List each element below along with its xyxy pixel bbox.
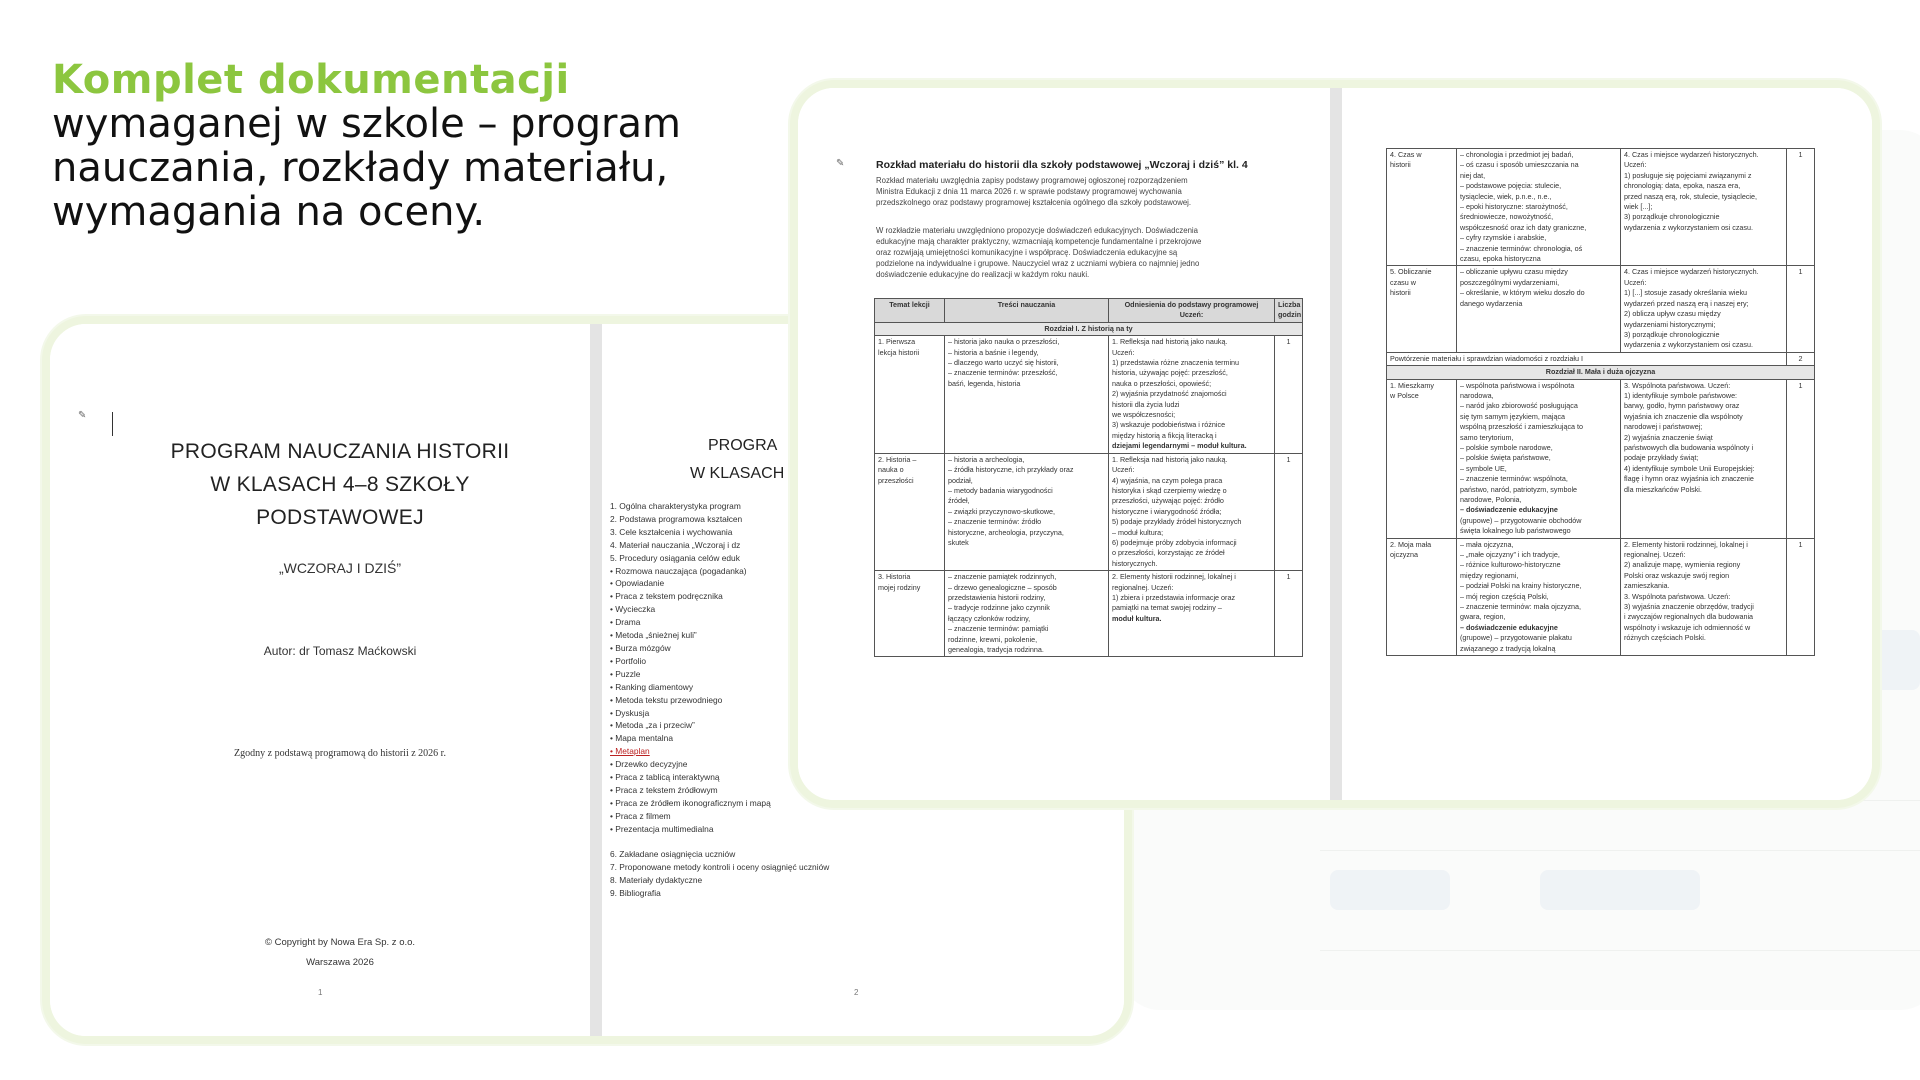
cell-line: – „małe ojczyzny” i ich tradycje, [1460, 550, 1560, 560]
cell-line: wydarzenia z wykorzystaniem osi czasu. [1624, 340, 1754, 350]
table-row [1387, 379, 1815, 538]
toc-item: • Metoda „śnieżnej kuli” [610, 630, 697, 641]
table-row [875, 336, 1303, 453]
toc-item: • Praca z tablicą interaktywną [610, 772, 720, 783]
table-row [875, 571, 1303, 657]
cell-line: 1. Refleksja nad historią jako nauką. [1112, 454, 1228, 464]
cell-line: – drzewo genealogiczne – sposób [948, 582, 1057, 592]
cell-line: Uczeń: [1624, 160, 1647, 170]
cell-line: (grupowe) – przygotowanie obchodów [1460, 515, 1582, 525]
toc-item: • Puzzle [610, 668, 641, 679]
cell-line: 1) zbiera i przedstawia informacje oraz [1112, 592, 1236, 602]
cell-line: 3) porządkuje chronologicznie [1624, 329, 1720, 339]
table-row [1387, 149, 1815, 266]
table-row [1387, 538, 1815, 655]
cell-line: średniowiecze, nowożytność, [1460, 212, 1554, 222]
cell-line: baśń, legenda, historia [948, 378, 1021, 388]
table-cell-hours: 1 [1787, 266, 1815, 352]
toc-item: 5. Procedury osiągania celów eduk [610, 552, 740, 563]
table-cell-topic [875, 336, 945, 453]
table-cell-ref [1109, 336, 1275, 453]
column-header: Treści nauczania [945, 299, 1109, 323]
toc-item: 6. Zakładane osiągnięcia uczniów [610, 849, 736, 860]
cell-line: – symbole UE, [1460, 463, 1507, 473]
cell-line: Uczeń: [1624, 277, 1647, 287]
table-cell-topic [1387, 538, 1457, 655]
cell-line: dla mieszkańców Polski. [1624, 484, 1702, 494]
table-cell-content [1457, 379, 1621, 538]
section-row: Rozdział I. Z historią na ty [875, 322, 1303, 335]
cell-line: 3. Wspólnota państwowa. Uczeń: [1624, 380, 1731, 390]
cell-line: 3) porządkuje chronologicznie [1624, 212, 1720, 222]
cell-line: – podział Polski na krainy historyczne, [1460, 581, 1582, 591]
cell-line: nauka o przeszłości, opowieść; [1112, 378, 1212, 388]
review-text: Powtórzenie materiału i sprawdzian wiadomości z rozdziału I [1387, 352, 1787, 365]
cell-line: 4) wyjaśnia, na czym polega praca [1112, 475, 1223, 485]
schedule-intro: Rozkład materiału uwzględnia zapisy podstawy programowej ogłoszonej rozporządzeniem Ministra Edukacji z dnia 11 marca 2026 r. w sprawie podstawy programowej wychowania przedszkolnego oraz podstawy programowej kształcenia ogólnego dla szkoły podstawowej. [876, 176, 1192, 207]
cell-line: 1) posługuje się pojęciami związanymi z [1624, 170, 1752, 180]
cell-line: 2. Elementy historii rodzinnej, lokalnej i [1624, 539, 1748, 549]
cell-line: – historia jako nauka o przeszłości, [948, 337, 1060, 347]
table-cell-content [1457, 538, 1621, 655]
page2-heading: PROGRA [708, 437, 778, 454]
cell-line: – określanie, w którym wieku doszło do [1460, 288, 1585, 298]
program-title-line: PODSTAWOWEJ [256, 506, 424, 529]
cell-line: łączący członków rodziny, [948, 613, 1031, 623]
cell-line: 3. Historia [878, 572, 911, 582]
place-year: Warszawa 2026 [306, 957, 374, 968]
page-number: 2 [854, 988, 859, 997]
cell-line: – tradycje rodzinne jako czynnik [948, 603, 1050, 613]
cell-line: – różnice kulturowo-historyczne [1460, 560, 1561, 570]
cell-line: się tym samym językiem, mająca [1460, 411, 1566, 421]
table-cell-topic [1387, 266, 1457, 352]
cell-line: – cyfry rzymskie i arabskie, [1460, 233, 1547, 243]
cell-line: samo terytorium, [1460, 432, 1514, 442]
cell-line: – znaczenie terminów: mała ojczyzna, [1460, 602, 1582, 612]
cell-line: – znaczenie terminów: pamiątki [948, 624, 1049, 634]
cell-line: historycznych. [1112, 558, 1158, 568]
column-header: Odniesienia do podstawy programowej Uczeń: [1109, 299, 1275, 323]
toc-item: • Rozmowa nauczająca (pogadanka) [610, 565, 747, 576]
table-cell-topic [1387, 149, 1457, 266]
table-cell-content [945, 571, 1109, 657]
page-number: 1 [318, 988, 323, 997]
table-row [875, 453, 1303, 570]
cell-line: i zwyczajów regionalnych dla budowania [1624, 612, 1754, 622]
hero-line: nauczania, rozkłady materiału, [52, 145, 669, 191]
table-cell-hours: 1 [1787, 149, 1815, 266]
cell-line: – historia a baśnie i legendy, [948, 347, 1039, 357]
cell-line: flagę i hymn oraz wyjaśnia ich znaczenie [1624, 474, 1754, 484]
text-cursor [112, 412, 113, 436]
cell-line: – epoki historyczne: starożytność, [1460, 202, 1568, 212]
cell-line: – znaczenie terminów: przeszłość, [948, 368, 1058, 378]
cell-line: genealogia, tradycja rodzinna. [948, 645, 1044, 654]
cell-line: regionalnej. Uczeń: [1624, 550, 1686, 560]
cell-line: tysiąclecie, wiek, p.n.e., n.e., [1460, 191, 1552, 201]
cell-line: mojej rodziny [878, 582, 921, 592]
toc-item: • Mapa mentalna [610, 733, 673, 744]
cell-line: – naród jako zbiorowość posługująca [1460, 401, 1578, 411]
cell-line: wspólną przeszłość i zamieszkująca to [1460, 422, 1584, 432]
table-cell-hours: 1 [1275, 453, 1303, 570]
page-gutter [590, 324, 602, 1044]
schedule-document-frame [790, 80, 1880, 808]
schedule-page-1 [798, 88, 1330, 808]
table-cell-ref [1109, 453, 1275, 570]
review-row [1387, 352, 1815, 365]
cell-line: dziejami legendarnymi – moduł kultura. [1112, 441, 1247, 451]
cell-line: poszczególnymi wydarzeniami, [1460, 277, 1560, 287]
program-compliance: Zgodny z podstawą programową do historii z 2026 r. [234, 748, 446, 759]
cell-line: – doświadczenie edukacyjne [1460, 622, 1558, 632]
cell-line: 2) oblicza upływ czasu między [1624, 309, 1721, 319]
cell-line: podział, [948, 475, 973, 485]
cell-line: podaje przykłady świąt; [1624, 453, 1699, 463]
cell-line: chronologią: data, epoka, nasza era, [1624, 181, 1741, 191]
cell-line: 4) identyfikuje symbole Unii Europejskiej: [1624, 463, 1755, 473]
cell-line: danego wydarzenia [1460, 298, 1523, 308]
toc-item: • Burza mózgów [610, 642, 671, 653]
toc-item: • Metoda „za i przeciw” [610, 720, 695, 731]
table-cell-ref [1109, 571, 1275, 657]
cell-line: – związki przyczynowo-skutkowe, [948, 506, 1056, 516]
cursor-icon: ✎ [836, 158, 845, 169]
cell-line: 2. Historia – [878, 454, 917, 464]
cell-line: Polski oraz wskazuje swój region [1624, 570, 1730, 580]
program-title-line: W KLASACH 4–8 SZKOŁY [210, 473, 470, 496]
cell-line: przed naszą erą, rok, stulecie, tysiąclecie, [1624, 191, 1758, 201]
cell-line: gwara, region, [1460, 612, 1506, 622]
cell-line: 4. Czas w [1390, 150, 1422, 159]
toc-item: • Wycieczka [610, 604, 656, 615]
cell-line: 1. Pierwsza [878, 337, 916, 347]
schedule-intro: W rozkładzie materiału uwzględniono propozycje doświadczeń edukacyjnych. Doświadczenia edukacyjne mają charakter praktyczny, wzmacniają kompetencje fundamentalne i przekrojowe oraz rozwijają umiejętności komunikacyjne i współpracę. Doświadczenia edukacyjne są podzielone na indywidualne i grupowe. Nauczyciel wraz z uczniami wybiera co najmniej jedno doświadczenie edukacyjne do realizacji w każdym roku nauki. [876, 226, 1202, 279]
cell-line: Uczeń: [1112, 465, 1135, 475]
program-page-1 [50, 324, 590, 1044]
cell-line: moduł kultura. [1112, 613, 1162, 623]
cell-line: 2) wyjaśnia znaczenie świąt [1624, 432, 1713, 442]
cell-line: historii dla życia ludzi [1112, 399, 1180, 409]
table-cell-ref [1621, 149, 1787, 266]
cell-line: źródeł, [948, 496, 970, 506]
cell-line: we współczesności; [1112, 410, 1176, 420]
schedule-title: Rozkład materiału do historii dla szkoły podstawowej „Wczoraj i dziś” kl. 4 [876, 159, 1248, 171]
table-cell-ref [1621, 266, 1787, 352]
toc-item: 3. Cele kształcenia i wychowania [610, 526, 733, 537]
cell-line: wyjaśnia ich znaczenie dla wspólnoty [1624, 411, 1743, 421]
toc-item: • Prezentacja multimedialna [610, 823, 714, 834]
cell-line: przedstawienia historii rodziny, [948, 592, 1046, 602]
program-author: Autor: dr Tomasz Maćkowski [263, 644, 417, 658]
table-cell-ref [1621, 379, 1787, 538]
cell-line: 3. Wspólnota państwowa. Uczeń: [1624, 591, 1731, 601]
cell-line: – źródła historyczne, ich przykłady oraz [948, 465, 1074, 475]
cell-line: – podstawowe pojęcia: stulecie, [1460, 181, 1562, 191]
toc-item: • Portfolio [610, 655, 646, 666]
column-header: Temat lekcji [875, 299, 945, 323]
cell-line: 4. Czas i miejsce wydarzeń historycznych. [1624, 150, 1759, 159]
section-row: Rozdział II. Mała i duża ojczyzna [1387, 366, 1815, 379]
cell-line: różnych częściach Polski. [1624, 633, 1706, 643]
toc-item: • Metoda tekstu przewodniego [610, 694, 723, 705]
cell-line: 1) identyfikuje symbole państwowe: [1624, 390, 1738, 400]
cell-line: 2. Elementy historii rodzinnej, lokalnej i [1112, 572, 1236, 582]
table-row [1387, 266, 1815, 352]
toc-item: • Drama [610, 617, 641, 628]
cell-line: o przeszłości, korzystając ze źródeł [1112, 548, 1225, 558]
cell-line: – dlaczego warto uczyć się historii, [948, 358, 1059, 368]
cell-line: skutek [948, 537, 969, 547]
cell-line: 2. Moja mała [1390, 539, 1432, 549]
toc-item: • Ranking diamentowy [610, 681, 694, 692]
schedule-page-2 [1342, 88, 1880, 808]
cell-line: rodzinne, krewni, pokolenie, [948, 634, 1038, 644]
cell-line: wydarzeniami historycznymi; [1624, 319, 1716, 329]
table-cell-hours: 1 [1275, 336, 1303, 453]
cell-line: ojczyzna [1390, 550, 1418, 560]
toc-item: 9. Bibliografia [610, 888, 661, 899]
cell-line: 1. Refleksja nad historią jako nauką. [1112, 337, 1228, 347]
toc-item: 8. Materiały dydaktyczne [610, 875, 703, 886]
hero-line: wymaganej w szkole – program [52, 101, 681, 147]
toc-item: • Drzewko decyzyjne [610, 759, 688, 770]
cell-line: – mój region częścią Polski, [1460, 591, 1549, 601]
cell-line: nauka o [878, 465, 904, 475]
toc-item: • Opowiadanie [610, 578, 665, 589]
table-cell-topic [875, 453, 945, 570]
program-title-line: PROGRAM NAUCZANIA HISTORII [170, 440, 510, 463]
toc-item: 2. Podstawa programowa kształcen [610, 513, 743, 524]
copyright-text: © Copyright by Nowa Era Sp. z o.o. [264, 937, 416, 948]
table-cell-content [1457, 149, 1621, 266]
cell-line: między regionami, [1460, 570, 1519, 580]
cell-line: historii [1390, 288, 1411, 298]
table-cell-content [945, 453, 1109, 570]
cell-line: państwo, naród, patriotyzm, symbole [1460, 484, 1578, 494]
cell-line: – historia a archeologia, [948, 454, 1025, 464]
table-cell-ref [1621, 538, 1787, 655]
cell-line: 1) przedstawia różne znaczenia terminu [1112, 358, 1240, 368]
table-cell-topic [1387, 379, 1457, 538]
cell-line: – chronologia i przedmiot jej badań, [1460, 150, 1574, 159]
cell-line: pamiątki na temat swojej rodziny – [1112, 603, 1222, 613]
cell-line: 2) analizuje mapę, wymienia regiony [1624, 560, 1741, 570]
cell-line: historia, używając pojęć: przeszłość, [1112, 368, 1228, 378]
hero-line: wymagania na oceny. [52, 189, 486, 235]
cell-line: przeszłości, używając pojęć: źródło [1112, 496, 1224, 506]
cell-line: – znaczenie terminów: źródło [948, 517, 1042, 527]
cell-line: związanego z tradycją lokalną [1460, 643, 1556, 653]
toc-item: • Praca z filmem [610, 810, 671, 821]
cell-line: – doświadczenie edukacyjne [1460, 505, 1558, 515]
cell-line: historyka i skąd czerpiemy wiedzę o [1112, 485, 1227, 495]
cell-line: 1. Mieszkamy [1390, 380, 1434, 390]
cell-line: historyczne i wiarygodność źródła; [1112, 506, 1222, 516]
cell-line: – polskie święta państwowe, [1460, 453, 1551, 463]
cell-line: narodowa, [1460, 390, 1494, 400]
cell-line: 3) wyjaśnia znaczenie obrzędów, tradycji [1624, 602, 1754, 612]
cell-line: 1) [...] stosuje zasady określania wieku [1624, 288, 1748, 298]
cursor-icon: ✎ [78, 410, 87, 421]
cell-line: – moduł kultura; [1112, 527, 1164, 537]
cell-line: 3) wskazuje podobieństwa i różnice [1112, 420, 1226, 430]
cell-line: narodowej i państwowej; [1624, 422, 1703, 432]
table-cell-hours: 1 [1787, 538, 1815, 655]
toc-item: • Metaplan [610, 746, 650, 757]
cell-line: 4. Czas i miejsce wydarzeń historycznych. [1624, 267, 1759, 277]
cell-line: wydarzeń przed naszą erą i naszej ery; [1624, 298, 1749, 308]
table-cell-hours: 1 [1787, 379, 1815, 538]
toc-item: 7. Proponowane metody kontroli i oceny osiągnięć uczniów [610, 862, 830, 873]
cell-line: regionalnej. Uczeń: [1112, 582, 1174, 592]
toc-item [610, 836, 910, 849]
cell-line: przeszłości [878, 475, 914, 485]
schedule-table [874, 298, 1303, 657]
cell-line: – znaczenie terminów: chronologia, oś [1460, 243, 1583, 253]
cell-line: współczesność oraz ich daty graniczne, [1460, 222, 1587, 232]
cell-line: historii [1390, 160, 1411, 170]
cell-line: między historią a fikcją literacką i [1112, 430, 1217, 440]
toc-item: 1. Ogólna charakterystyka program [610, 501, 741, 511]
page-gutter [1330, 88, 1342, 808]
cell-line: czasu, epoka historyczna [1460, 254, 1541, 264]
cell-line: wydarzenia z wykorzystaniem osi czasu. [1624, 222, 1754, 232]
cell-line: – oś czasu i sposób umieszczania na [1460, 160, 1579, 170]
cell-line: 2) wyjaśnia przydatność znajomości [1112, 389, 1227, 399]
cell-line: wiek [...]; [1624, 202, 1653, 212]
cell-line: historyczne, archeologia, przyczyna, [948, 527, 1064, 537]
cell-line: państwowych dla budowania wspólnoty i [1624, 442, 1754, 452]
cell-line: lekcja historii [878, 347, 920, 357]
cell-line: narodowe, Polonia, [1460, 495, 1522, 504]
cell-line: barwy, godło, hymn państwowy oraz [1624, 401, 1740, 411]
table-cell-content [945, 336, 1109, 453]
table-cell-hours: 1 [1275, 571, 1303, 657]
cell-line: – znaczenie terminów: wspólnota, [1460, 474, 1568, 484]
cell-line: w Polsce [1390, 390, 1419, 400]
toc-item: • Dyskusja [610, 707, 650, 718]
review-hours: 2 [1787, 352, 1815, 365]
toc-item: • Praca ze źródłem ikonograficznym i mapą [610, 797, 771, 808]
toc-item: • Praca z tekstem źródłowym [610, 784, 718, 795]
table-cell-topic [875, 571, 945, 657]
page2-heading: W KLASACH [690, 465, 785, 482]
cell-line: – mała ojczyzna, [1460, 539, 1514, 549]
cell-line: – metody badania wiarygodności [948, 485, 1053, 495]
cell-line: święta lokalnego lub państwowego [1460, 526, 1571, 536]
cell-line: – polskie symbole narodowe, [1460, 442, 1553, 452]
toc-item: 4. Materiał nauczania „Wczoraj i dz [610, 539, 741, 550]
cell-line: Uczeń: [1112, 347, 1135, 357]
cell-line: – obliczanie upływu czasu między [1460, 267, 1568, 277]
cell-line: czasu w [1390, 277, 1416, 287]
schedule-table-continued [1386, 148, 1815, 656]
cell-line: 5) podaje przykłady źródeł historycznych [1112, 517, 1242, 527]
hero-accent-title: Komplet dokumentacji [52, 57, 570, 103]
cell-line: (grupowe) – przygotowanie plakatu [1460, 633, 1572, 643]
cell-line: – wspólnota państwowa i wspólnota [1460, 380, 1575, 390]
table-cell-content [1457, 266, 1621, 352]
column-header: Liczba godzin [1275, 299, 1303, 323]
hero-heading [52, 58, 772, 234]
cell-line: niej dat, [1460, 170, 1486, 180]
program-subtitle: „WCZORAJ I DZIŚ” [278, 560, 402, 576]
cell-line: wspólnoty i wskazuje ich odmienność w [1624, 622, 1751, 632]
cell-line: – znaczenie pamiątek rodzinnych, [948, 572, 1057, 582]
cell-line: 6) podejmuje próby zdobycia informacji [1112, 537, 1237, 547]
toc-item: • Praca z tekstem podręcznika [610, 591, 723, 602]
cell-line: zamieszkania. [1624, 581, 1670, 591]
cell-line: 5. Obliczanie [1390, 267, 1432, 277]
